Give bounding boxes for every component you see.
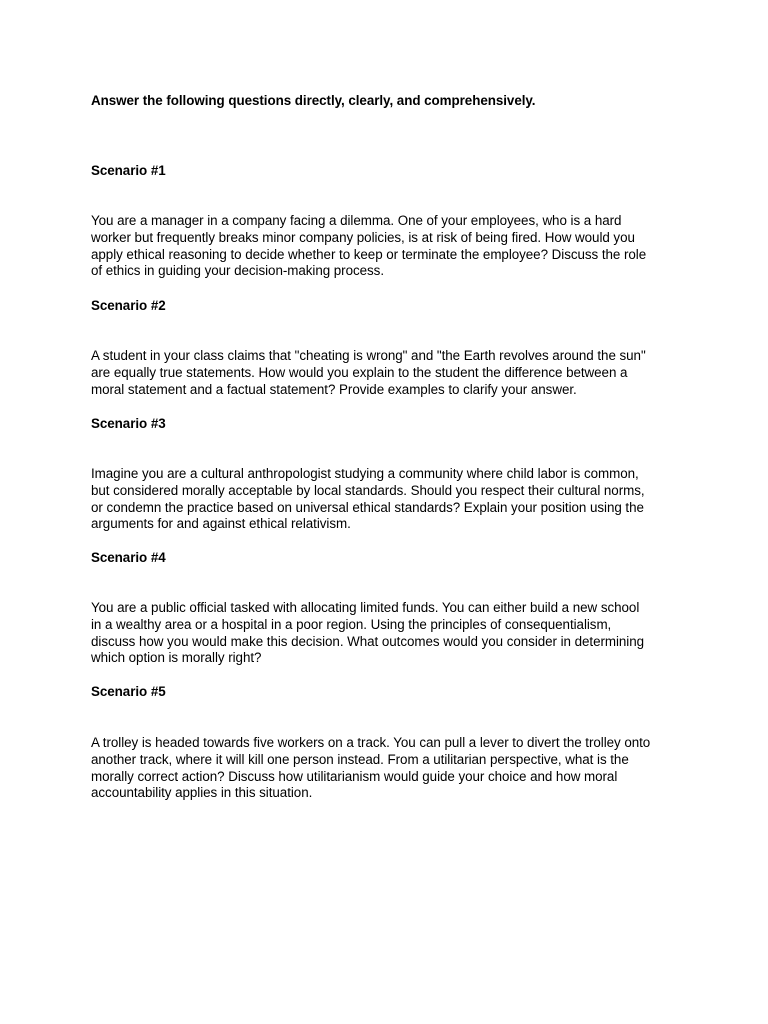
- scenario-4-body: [91, 600, 691, 667]
- scenario-5-line-1: A trolley is headed towards five workers on a track. You can pull a lever to divert the trolley onto: [91, 735, 651, 750]
- scenario-3-line-4: arguments for and against ethical relativism.: [91, 516, 351, 532]
- scenario-1-line-4: of ethics in guiding your decision-making process.: [91, 263, 384, 279]
- scenario-2-heading: Scenario #2: [91, 298, 166, 313]
- scenario-4-line-4: which option is morally right?: [91, 650, 262, 666]
- scenario-4-heading: Scenario #4: [91, 550, 166, 565]
- scenario-1-line-3: apply ethical reasoning to decide whether to keep or terminate the employee? Discuss the role: [91, 246, 647, 262]
- scenario-3-line-1: Imagine you are a cultural anthropologist studying a community where child labor is common,: [91, 466, 639, 481]
- scenario-2-line-1: A student in your class claims that "cheating is wrong" and "the Earth revolves around the sun": [91, 348, 646, 363]
- scenario-4-line-3: discuss how you would make this decision. What outcomes would you consider in determining: [91, 633, 645, 649]
- scenario-2-body: [91, 348, 691, 398]
- scenario-5-line-4: accountability applies in this situation.: [91, 785, 313, 801]
- scenario-4-line-1: You are a public official tasked with allocating limited funds. You can either build a new school: [91, 600, 640, 615]
- scenario-5-line-3: morally correct action? Discuss how utilitarianism would guide your choice and how moral: [91, 768, 618, 784]
- scenario-2-line-3: moral statement and a factual statement? Provide examples to clarify your answer.: [91, 381, 577, 397]
- scenario-2-line-2: are equally true statements. How would you explain to the student the difference between a: [91, 364, 628, 380]
- scenario-5-body: [91, 735, 691, 802]
- scenario-1-line-2: worker but frequently breaks minor company policies, is at risk of being fired. How would you: [91, 229, 635, 245]
- scenario-1-line-1: You are a manager in a company facing a dilemma. One of your employees, who is a hard: [91, 213, 622, 228]
- scenario-1-body: [91, 213, 691, 280]
- scenario-3-line-2: but considered morally acceptable by local standards. Should you respect their cultural norms,: [91, 482, 645, 498]
- scenario-1-heading: Scenario #1: [91, 163, 166, 178]
- scenario-5-heading: Scenario #5: [91, 684, 166, 699]
- instructions-heading: Answer the following questions directly, clearly, and comprehensively.: [91, 93, 536, 108]
- scenario-5-line-2: another track, where it will kill one person instead. From a utilitarian perspective, what is the: [91, 751, 629, 767]
- scenario-4-line-2: in a wealthy area or a hospital in a poor region. Using the principles of consequentialism,: [91, 616, 612, 632]
- scenario-3-line-3: or condemn the practice based on universal ethical standards? Explain your position using the: [91, 499, 644, 515]
- scenario-3-heading: Scenario #3: [91, 416, 166, 431]
- scenario-3-body: [91, 466, 691, 533]
